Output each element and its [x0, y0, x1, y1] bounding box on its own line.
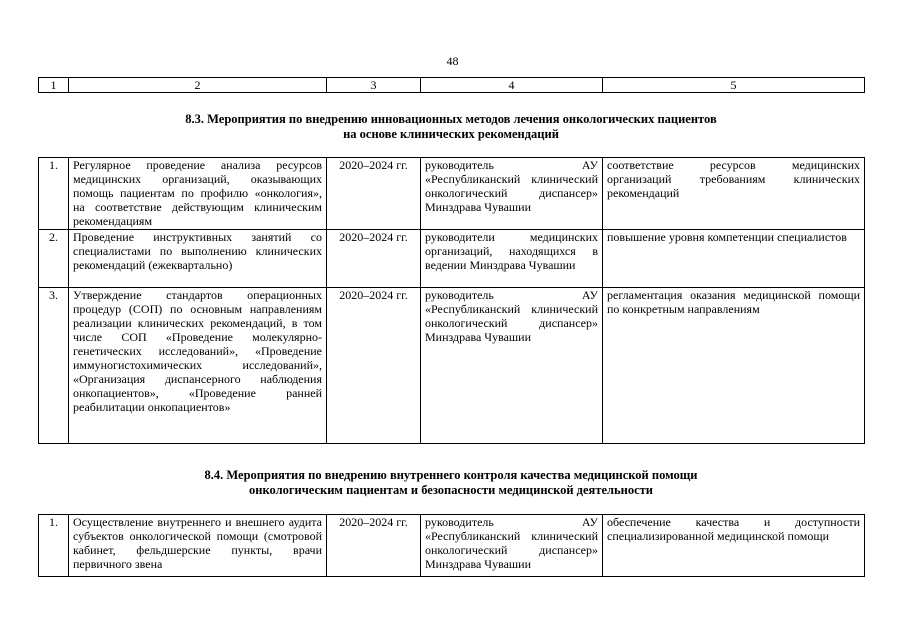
action-cell: Утверждение стандартов операционных процедур (СОП) по основным направлениям реализации клинических рекомендаций, в том числе СОП «Проведение молекулярно-генетических исследований», «Проведение иммуногистохимических исследований», «Организация диспансерного наблюдения онкопациентов», «Проведение ранней реабилитации онкопациентов» [69, 288, 327, 444]
responsible-cell: руководитель АУ «Республиканский клинический онкологический диспансер» Минздрава Чувашии [421, 515, 603, 577]
period-cell: 2020–2024 гг. [327, 230, 421, 288]
header-col-2: 2 [69, 78, 327, 93]
table-row [39, 158, 865, 230]
responsible-cell: руководитель АУ «Республиканский клинический онкологический диспансер» Минздрава Чувашии [421, 158, 603, 230]
action-cell: Осуществление внутреннего и внешнего аудита субъектов онкологической помощи (смотровой кабинет, фельдшерские пункты, врачи первичного звена [69, 515, 327, 577]
responsible-cell: руководитель АУ «Республиканский клинический онкологический диспансер» Минздрава Чувашии [421, 288, 603, 444]
section-title-line: онкологическим пациентам и безопасности медицинской деятельности [249, 483, 653, 497]
header-col-4: 4 [421, 78, 603, 93]
section-8-4-table [38, 514, 865, 577]
result-cell: регламентация оказания медицинской помощи по конкретным направлениям [603, 288, 865, 444]
action-cell: Проведение инструктивных занятий со специалистами по выполнению клинических рекомендаций (ежеквартально) [69, 230, 327, 288]
period-cell: 2020–2024 гг. [327, 515, 421, 577]
section-title-line: 8.3. Мероприятия по внедрению инновационных методов лечения онкологических пациентов [185, 112, 717, 126]
page-number: 48 [446, 54, 459, 68]
responsible-cell: руководители медицинских организаций, находящихся в ведении Минздрава Чувашии [421, 230, 603, 288]
table-row [39, 230, 865, 288]
section-8-3-table [38, 157, 865, 444]
table-bottom-rule [38, 576, 864, 577]
section-8-3-title [38, 112, 864, 142]
column-number-header [38, 77, 865, 93]
period-cell: 2020–2024 гг. [327, 288, 421, 444]
result-cell: повышение уровня компетенции специалистов [603, 230, 865, 288]
row-number: 1. [39, 158, 69, 230]
result-cell: соответствие ресурсов медицинских организаций требованиям клинических рекомендаций [603, 158, 865, 230]
table-row [39, 515, 865, 577]
row-number: 2. [39, 230, 69, 288]
section-title-line: 8.4. Мероприятия по внедрению внутреннего контроля качества медицинской помощи [204, 468, 698, 482]
section-8-4-title [38, 468, 864, 498]
section-title-line: на основе клинических рекомендаций [343, 127, 559, 141]
row-number: 1. [39, 515, 69, 577]
period-cell: 2020–2024 гг. [327, 158, 421, 230]
header-row [39, 78, 865, 93]
result-cell: обеспечение качества и доступности специализированной медицинской помощи [603, 515, 865, 577]
table-row [39, 288, 865, 444]
header-col-1: 1 [39, 78, 69, 93]
header-col-5: 5 [603, 78, 865, 93]
action-cell: Регулярное проведение анализа ресурсов медицинских организаций, оказывающих помощь пациентам по профилю «онкология», на соответствие действующим клиническим рекомендациям [69, 158, 327, 230]
header-col-3: 3 [327, 78, 421, 93]
row-number: 3. [39, 288, 69, 444]
